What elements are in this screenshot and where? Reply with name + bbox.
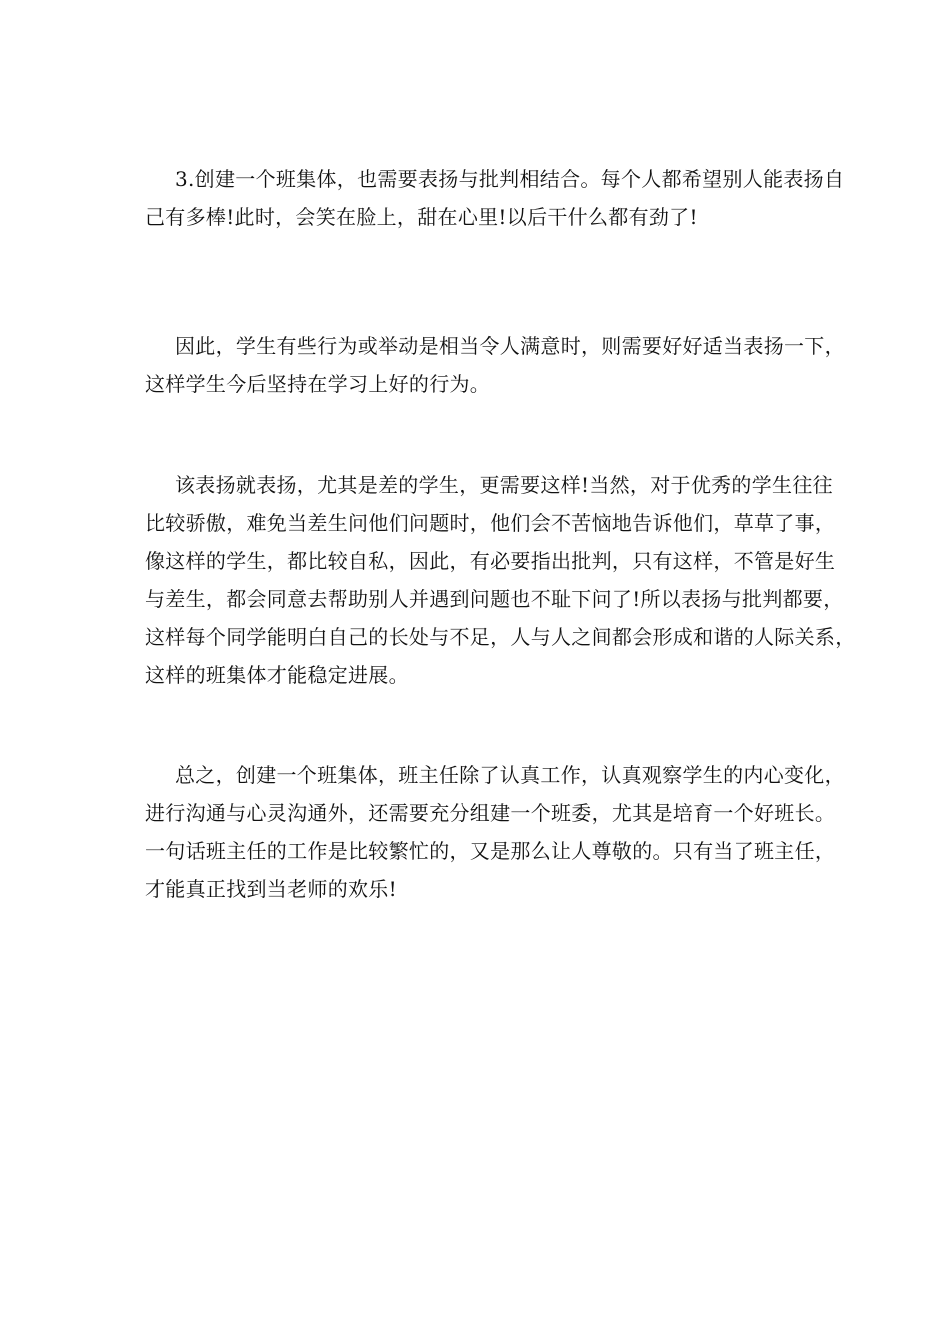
- paragraph-appropriate-praise: [145, 327, 845, 403]
- paragraph-line: 才能真正找到当老师的欢乐!: [145, 877, 397, 901]
- paragraph-line: 进行沟通与心灵沟通外，还需要充分组建一个班委，尤其是培育一个好班长。: [145, 801, 836, 825]
- paragraph-line: 己有多棒!此时，会笑在脸上，甜在心里!以后干什么都有劲了!: [145, 205, 698, 229]
- paragraph-line: 比较骄傲，难免当差生问他们问题时，他们会不苦恼地告诉他们，草草了事，: [145, 511, 836, 535]
- paragraph-line: 像这样的学生，都比较自私，因此，有必要指出批判，只有这样，不管是好生: [145, 549, 836, 573]
- paragraph-praise-when-due: [145, 466, 856, 694]
- paragraph-line: 因此，学生有些行为或举动是相当令人满意时，则需要好好适当表扬一下，: [175, 334, 845, 358]
- paragraph-conclusion: [145, 756, 845, 908]
- paragraph-line: 3.创建一个班集体，也需要表扬与批判相结合。每个人都希望别人能表扬自: [175, 167, 845, 191]
- paragraph-praise-and-criticism: [145, 160, 845, 236]
- paragraph-line: 与差生，都会同意去帮助别人并遇到问题也不耻下问了!所以表扬与批判都要，: [145, 587, 844, 611]
- paragraph-line: 一句话班主任的工作是比较繁忙的，又是那么让人尊敬的。只有当了班主任，: [145, 839, 836, 863]
- paragraph-line: 这样学生今后坚持在学习上好的行为。: [145, 372, 491, 396]
- paragraph-line: 这样的班集体才能稳定进展。: [145, 663, 409, 687]
- paragraph-line: 该表扬就表扬，尤其是差的学生，更需要这样!当然，对于优秀的学生往往: [175, 473, 833, 497]
- paragraph-line: 这样每个同学能明白自己的长处与不足，人与人之间都会形成和谐的人际关系，: [145, 625, 856, 649]
- paragraph-line: 总之，创建一个班集体，班主任除了认真工作，认真观察学生的内心变化，: [175, 763, 845, 787]
